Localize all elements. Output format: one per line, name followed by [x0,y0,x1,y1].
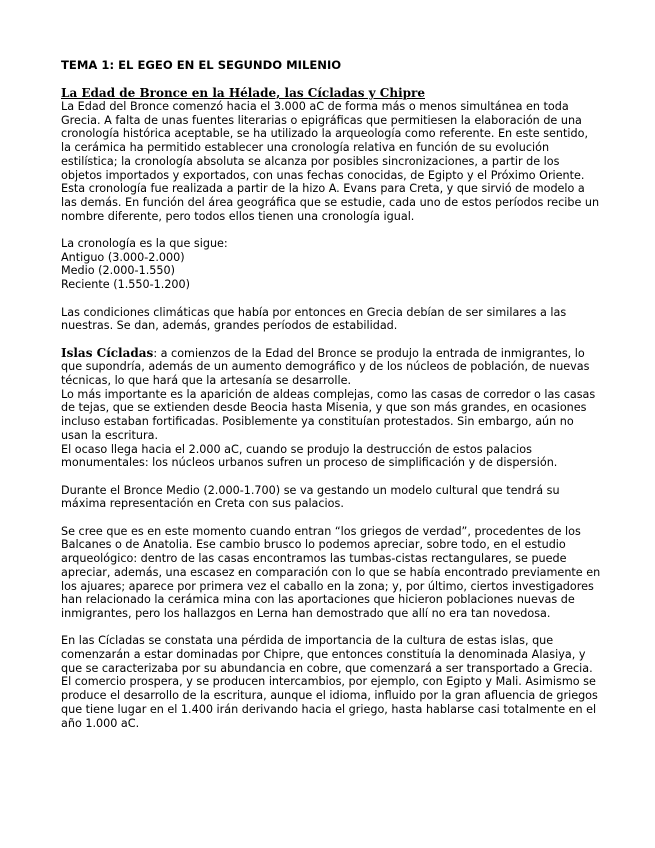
cycladic-term: Islas Cícladas [61,345,154,360]
chronology-item-reciente: Reciente (1.550-1.200) [61,278,191,292]
section-heading: La Edad de Bronce en la Hélade, las Cícladas y Chipre [61,86,425,100]
cycladic-text: : a comienzos de la Edad del Bronce se produjo la entrada de inmigrantes, lo que supondría, además de un aumento demográfico y de los núcleos de población, de nuevas técnicas, lo que hará que la artesanía se desarrolle. [61,346,590,388]
commerce-paragraph: El comercio prospera, y se producen intercambios, por ejemplo, con Egipto y Mali. Asimismo se produce el desarrollo de la escritura, aunque el idioma, influido por la gran afluencia de griegos que tiene lugar en el 1.400 irán derivando hacia el griego, hasta hablarse casi totalmente en el año 1.000 aC. [61,675,598,730]
chronology-item-antiguo: Antiguo (3.000-2.000) [61,250,185,264]
spacer [61,223,601,237]
spacer [61,511,601,525]
cycladic-decline-paragraph: El ocaso llega hacia el 2.000 aC, cuando se produjo la destrucción de estos palacios monumentales: los núcleos urbanos sufren un proceso de simplificación y de dispersión. [61,442,558,470]
cycladic-paragraph [61,347,601,388]
spacer [61,470,601,484]
document-title: TEMA 1: EL EGEO EN EL SEGUNDO MILENIO [61,58,342,72]
spacer [61,292,601,306]
cyclades-chipre-paragraph: En las Cícladas se constata una pérdida de importancia de la cultura de estas islas, que comenzarán a estar dominadas por Chipre, que entonces constituía la denominada Alasiya, y que se caracterizaba por su abundancia en cobre, que comenzará a ser transportado a Grecia. [61,634,593,675]
chronology-intro: La cronología es la que sigue: [61,237,228,251]
spacer [61,333,601,347]
spacer [61,621,601,635]
chronology-item-medio: Medio (2.000-1.550) [61,264,175,278]
middle-bronze-paragraph: Durante el Bronce Medio (2.000-1.700) se va gestando un modelo cultural que tendrá su máxima representación en Creta con sus palacios. [61,483,560,511]
document-page [61,58,601,730]
greeks-paragraph: Se cree que es en este momento cuando entran “los griegos de verdad”, procedentes de los Balcanes o de Anatolia. Ese cambio brusco lo podemos apreciar, sobre todo, en el estudio arqueológico: dentro de las casas encontramos las tumbas-cistas rectangulares, se puede apreciar, además, una escasez en comparación con lo que se había encontrado previamente en los ajuares; aparece por primera vez el caballo en la zona; y, por último, ciertos investigadores han relacionado la cerámica mina con las aportaciones que hicieron poblaciones nuevas de inmigrantes, pero los hallazgos en Lerna han demostrado que allí no era tan novedosa. [61,524,601,620]
cycladic-villages-paragraph: Lo más importante es la aparición de aldeas complejas, como las casas de corredor o las casas de tejas, que se extienden desde Beocia hasta Misenia, y que son más grandes, en ocasiones incluso estaban fortificadas. Posiblemente ya constituían protestados. Sin embargo, aún no usan la escritura. [61,387,596,442]
chronology-list [61,251,601,292]
climate-paragraph: Las condiciones climáticas que había por entonces en Grecia debían de ser similares a las nuestras. Se dan, además, grandes períodos de estabilidad. [61,305,567,333]
intro-paragraph: La Edad del Bronce comenzó hacia el 3.000 aC de forma más o menos simultánea en toda Grecia. A falta de unas fuentes literarias o epigráficas que permitiesen la elaboración de una cronología histórica aceptable, se ha utilizado la arqueología como referente. En este sentido, la cerámica ha permitido establecer una cronología relativa en función de su evolución estilística; la cronología absoluta se alcanza por posibles sincronizaciones, a partir de los objetos importados y exportados, con unas fechas conocidas, de Egipto y el Próximo Oriente. Esta cronología fue realizada a partir de la hizo A. Evans para Creta, y que sirvió de modelo a las demás. En función del área geográfica que se estudie, cada uno de estos períodos recibe un nombre diferente, pero todos ellos tienen una cronología igual. [61,100,600,223]
